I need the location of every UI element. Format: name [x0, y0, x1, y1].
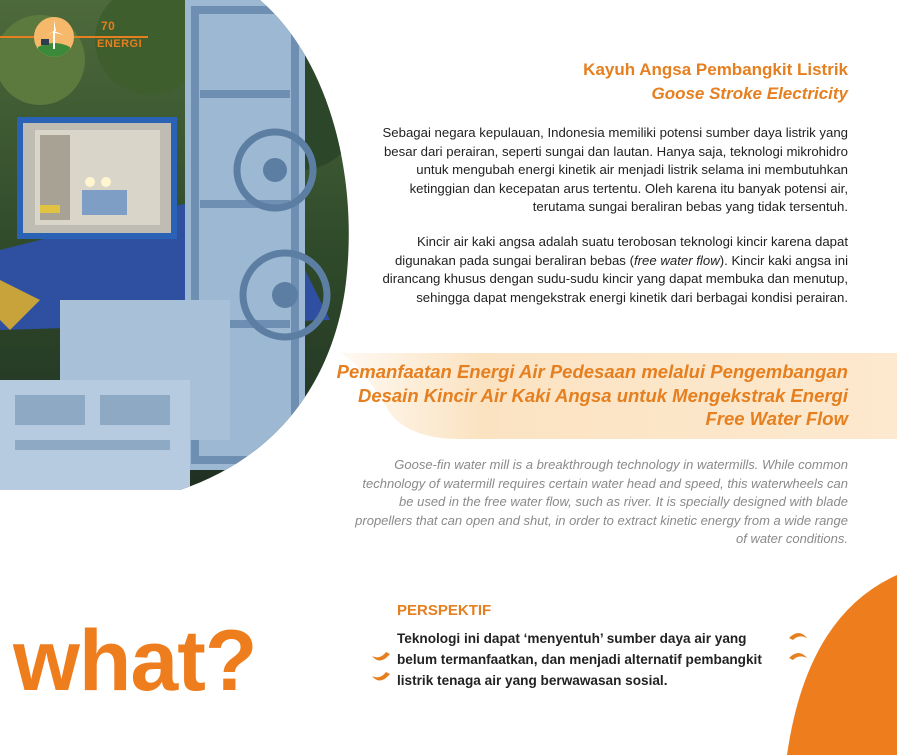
english-summary: Goose-fin water mill is a breakthrough technology in watermills. While common technology of watermill requires certain water head and speed, this waterwheels can be used in the free water flow, such as river. It is specially designed with blade propellers that can open and shut, in order to extract kinetic energy from a wide range of water conditions. — [355, 457, 848, 546]
perspektif-title: PERSPEKTIF — [397, 602, 492, 619]
highlight-text: Pemanfaatan Energi Air Pedesaan melalui Pengembangan Desain Kincir Air Kaki Angsa untuk Mengekstrak Energi Free Water Flow — [336, 361, 848, 429]
title-english: Goose Stroke Electricity — [651, 84, 848, 103]
paragraph-2-italic: free water flow — [633, 252, 720, 268]
wind-turbine-icon — [34, 17, 74, 57]
title-indonesian: Kayuh Angsa Pembangkit Listrik — [583, 60, 848, 79]
body-paragraph-2 — [368, 233, 848, 307]
body-paragraph-1: Sebagai negara kepulauan, Indonesia memiliki potensi sumber daya listrik yang besar dari perairan, seperti sungai dan lautan. Hanya saja, teknologi mikrohidro untuk mengubah energi kinetik air menjadi listrik selama ini membutuhkan ketinggian dan kecepatan arus tertentu. Oleh karena itu banyak potensi air, terutama sungai beraliran bebas yang tidak tersentuh. — [382, 125, 848, 215]
open-quote-icon — [368, 648, 394, 688]
logo-number: 70 — [101, 19, 116, 33]
logo-word: ENERGI — [97, 38, 143, 50]
paragraph-2-before: Kincir air kaki angsa adalah suatu terobosan teknologi kincir karena dapat digunakan pada sungai beraliran bebas ( — [394, 234, 848, 268]
corner-decoration — [787, 575, 897, 755]
what-label: what? — [13, 613, 257, 709]
perspektif-text: Teknologi ini dapat ‘menyentuh’ sumber daya air yang belum termanfaatkan, dan menjadi alternatif pembangkit listrik tenaga air yang berwawasan sosial. — [397, 631, 762, 688]
paragraph-2-after: ). Kincir kaki angsa ini dirancang khusus dengan sudu-sudu kincir yang dapat membuka dan menutup, sehingga dapat mengekstrak energi kinetik dari berbagai kondisi perairan. — [382, 252, 848, 305]
